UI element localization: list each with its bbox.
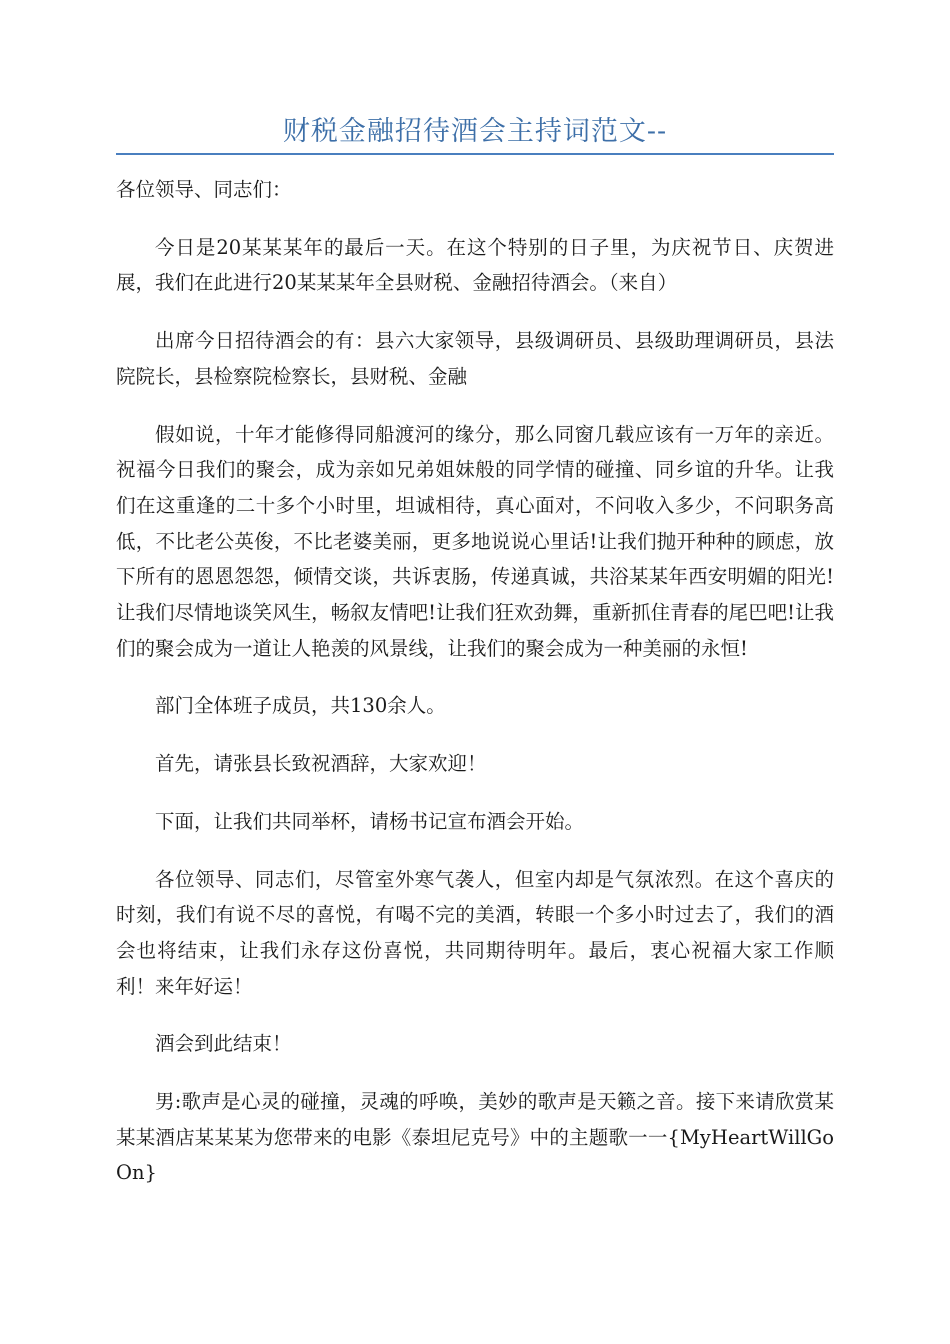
document-title: 财税金融招待酒会主持词范文-- [282,116,668,147]
document-body [116,172,834,1213]
paragraph: 各位领导、同志们，尽管室外寒气袭人，但室内却是气氛浓烈。在这个喜庆的时刻，我们有说不尽的喜悦，有喝不完的美酒，转眼一个多小时过去了，我们的酒会也将结束，让我们永存这份喜悦，共同期待明年。最后，衷心祝福大家工作顺利！来年好运！ [116,867,834,998]
paragraph: 首先，请张县长致祝酒辞，大家欢迎！ [155,752,487,776]
paragraph: 男:歌声是心灵的碰撞，灵魂的呼唤，美妙的歌声是天籁之音。接下来请欣赏某某某酒店某某某为您带来的电影《泰坦尼克号》中的主题歌一一{MyHeartWillGoOn} [116,1090,834,1185]
paragraph: 部门全体班子成员，共130余人。 [155,694,446,718]
paragraph: 下面，让我们共同举杯，请杨书记宣布酒会开始。 [155,809,585,833]
paragraph: 假如说，十年才能修得同船渡河的缘分，那么同窗几载应该有一万年的亲近。祝福今日我们的聚会，成为亲如兄弟姐妹般的同学情的碰撞、同乡谊的升华。让我们在这重逢的二十多个小时里，坦诚相待，真心面对，不问收入多少，不问职务高低，不比老公英俊，不比老婆美丽，更多地说说心里话!让我们抛开种种的顾虑，放下所有的恩恩怨怨，倾情交谈，共诉衷肠，传递真诚，共浴某某年西安明媚的阳光!让我们尽情地谈笑风生，畅叙友情吧!让我们狂欢劲舞，重新抓住青春的尾巴吧!让我们的聚会成为一道让人艳羡的风景线，让我们的聚会成为一种美丽的永恒! [116,422,834,660]
paragraph: 酒会到此结束！ [155,1032,292,1056]
paragraph: 今日是20某某某年的最后一天。在这个特别的日子里，为庆祝节日、庆贺进展，我们在此进行20某某某年全县财税、金融招待酒会。（来自） [116,235,834,295]
title-underline [116,153,834,155]
paragraph: 出席今日招待酒会的有：县六大家领导，县级调研员、县级助理调研员，县法院院长，县检察院检察长，县财税、金融 [116,329,834,388]
salutation: 各位领导、同志们： [116,178,292,201]
